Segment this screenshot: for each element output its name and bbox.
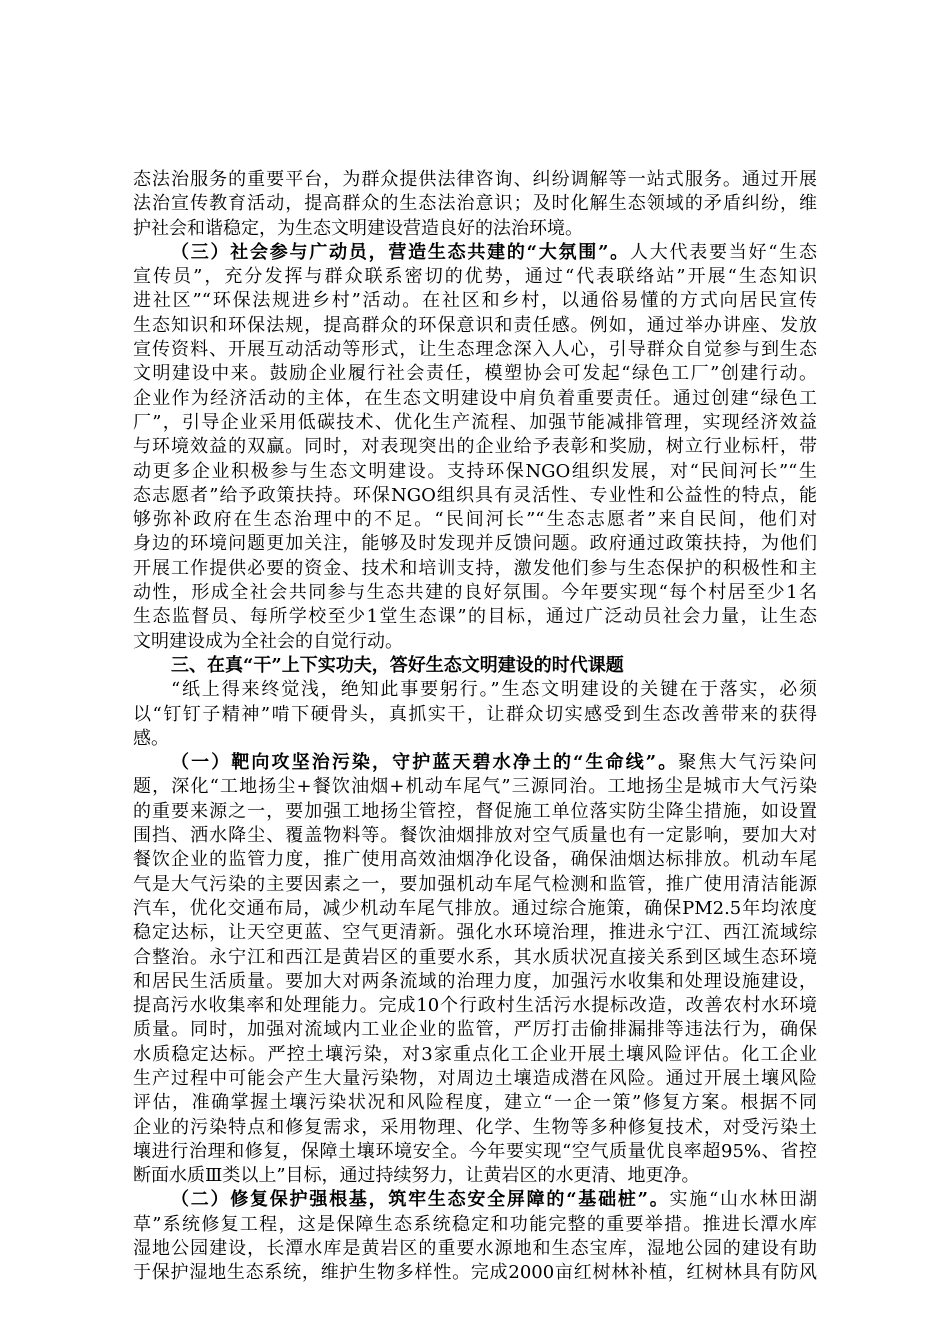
text-line: 企业的污染特点和修复需求，采用物理、化学、生物等多种修复技术，对受污染土: [133, 1116, 817, 1138]
text-line: 合整治。永宁江和西江是黄岩区的重要水系，其水质状况直接关系到区域生态环境: [133, 946, 817, 968]
text-line: 进社区”“环保法规进乡村”活动。在社区和乡村，以通俗易懂的方式向居民宣传: [133, 290, 817, 312]
text-line: 动更多企业积极参与生态文明建设。支持环保NGO组织发展，对“民间河长”“生: [133, 460, 817, 482]
text-line: [133, 241, 817, 265]
paragraph-continuation: [133, 168, 817, 241]
text-run: 人大代表要当好“生态: [629, 241, 817, 263]
text-line: 稳定达标，让天空更蓝、空气更清新。强化水环境治理，推进永宁江、西江流域综: [133, 922, 817, 944]
text-line: 生产过程中可能会产生大量污染物，对周边土壤造成潜在风险。通过开展土壤风险: [133, 1067, 817, 1089]
text-line: 生态监督员、每所学校至少1堂生态课”的目标，通过广泛动员社会力量，让生态: [133, 606, 817, 628]
text-line: 动性，形成全社会共同参与生态共建的良好氛围。今年要实现“每个村居至少1名: [133, 582, 817, 604]
text-run: 实施“山水林田湖: [669, 1189, 817, 1211]
text-line: 厂”，引导企业采用低碳技术、优化生产流程、加强节能减排管理，实现经济效益: [133, 411, 817, 433]
text-line: 题，深化“工地扬尘+餐饮油烟+机动车尾气”三源同治。工地扬尘是城市大气污染: [133, 776, 817, 798]
text-line: 护社会和谐稳定，为生态文明建设营造良好的法治环境。: [133, 217, 583, 239]
text-line: 草”系统修复工程，这是保障生态系统稳定和功能完整的重要举措。推进长潭水库: [133, 1213, 817, 1235]
paragraph-pollution-control: [133, 751, 817, 1188]
subsection-heading: （一）靶向攻坚治污染，守护蓝天碧水净土的“生命线”。: [171, 752, 679, 774]
text-run: 聚焦大气污染问: [678, 752, 817, 774]
text-line: “纸上得来终觉浅，绝知此事要躬行。”生态文明建设的关键在于落实，必须: [171, 679, 817, 701]
paragraph-ecological-restoration: [133, 1188, 817, 1285]
text-line: 宣传资料、开展互动活动等形式，让生态理念深入人心，引导群众自觉参与到生态: [133, 339, 817, 361]
text-line: 质量。同时，加强对流域内工业企业的监管，严厉打击偷排漏排等违法行为，确保: [133, 1019, 817, 1041]
text-line: 餐饮企业的监管力度，推广使用高效油烟净化设备，确保油烟达标排放。机动车尾: [133, 849, 817, 871]
text-line: 态法治服务的重要平台，为群众提供法律咨询、纠纷调解等一站式服务。通过开展: [133, 169, 817, 190]
document-body: [133, 168, 817, 1286]
text-line: 汽车，优化交通布局，减少机动车尾气排放。通过综合施策，确保PM2.5年均浓度: [133, 897, 817, 919]
text-line: 水质稳定达标。严控土壤污染，对3家重点化工企业开展土壤风险评估。化工企业: [133, 1043, 817, 1065]
text-line: [133, 751, 817, 775]
text-line: 文明建设成为全社会的自觉行动。: [133, 630, 403, 652]
text-line: 态志愿者”给予政策扶持。环保NGO组织具有灵活性、专业性和公益性的特点，能: [133, 484, 817, 506]
text-line: 生态知识和环保法规，提高群众的环保意识和责任感。例如，通过举办讲座、发放: [133, 314, 817, 336]
text-line: 于保护湿地生态系统，维护生物多样性。完成2000亩红树林补植，红树林具有防风: [133, 1262, 817, 1284]
text-line: 评估，准确掌握土壤污染状况和风险程度，建立“一企一策”修复方案。根据不同: [133, 1092, 817, 1114]
section-heading-block: [133, 654, 817, 678]
text-line: 身边的环境问题更加关注，能够及时发现并反馈问题。政府通过政策扶持，为他们: [133, 533, 817, 555]
text-line: 够弥补政府在生态治理中的不足。“民间河长”“生态志愿者”来自民间，他们对: [133, 509, 817, 531]
text-line: 开展工作提供必要的资金、技术和培训支持，激发他们参与生态保护的积极性和主: [133, 557, 817, 579]
text-line: 湿地公园建设，长潭水库是黄岩区的重要水源地和生态宝库，湿地公园的建设有助: [133, 1238, 817, 1260]
text-line: 气是大气污染的主要因素之一，要加强机动车尾气检测和监管，推广使用清洁能源: [133, 873, 817, 895]
text-line: 断面水质Ⅲ类以上”目标，通过持续努力，让黄岩区的水更清、地更净。: [133, 1165, 700, 1187]
text-line: [133, 1188, 817, 1212]
text-line: 提高污水收集率和处理能力。完成10个行政村生活污水提标改造，改善农村水环境: [133, 995, 817, 1017]
subsection-heading: （二）修复保护强根基，筑牢生态安全屏障的“基础桩”。: [171, 1189, 670, 1211]
text-line: 和居民生活质量。要加大对两条流域的治理力度，加强污水收集和处理设施建设，: [133, 970, 817, 992]
text-line: 的重要来源之一，要加强工地扬尘管控，督促施工单位落实防尘降尘措施，如设置: [133, 800, 817, 822]
paragraph-intro: [133, 678, 817, 751]
text-line: 感。: [133, 727, 169, 749]
subsection-heading: （三）社会参与广动员，营造生态共建的“大氛围”。: [171, 241, 630, 263]
section-heading: 三、在真“干”上下实功夫，答好生态文明建设的时代课题: [171, 654, 624, 676]
text-line: 围挡、洒水降尘、覆盖物料等。餐饮油烟排放对空气质量也有一定影响，要加大对: [133, 825, 817, 847]
text-line: 文明建设中来。鼓励企业履行社会责任，模塑协会可发起“绿色工厂”创建行动。: [133, 363, 817, 385]
text-line: 宣传员”，充分发挥与群众联系密切的优势，通过“代表联络站”开展“生态知识: [133, 266, 817, 288]
text-line: 以“钉钉子精神”啃下硬骨头，真抓实干，让群众切实感受到生态改善带来的获得: [133, 703, 817, 725]
paragraph-social-participation: [133, 241, 817, 654]
text-line: 企业作为经济活动的主体，在生态文明建设中肩负着重要责任。通过创建“绿色工: [133, 387, 817, 409]
text-line: 法治宣传教育活动，提高群众的生态法治意识；及时化解生态领域的矛盾纠纷，维: [133, 193, 817, 215]
text-line: 与环境效益的双赢。同时，对表现突出的企业给予表彰和奖励，树立行业标杆，带: [133, 436, 817, 458]
text-line: 壤进行治理和修复，保障土壤环境安全。今年要实现“空气质量优良率超95%、省控: [133, 1140, 817, 1162]
